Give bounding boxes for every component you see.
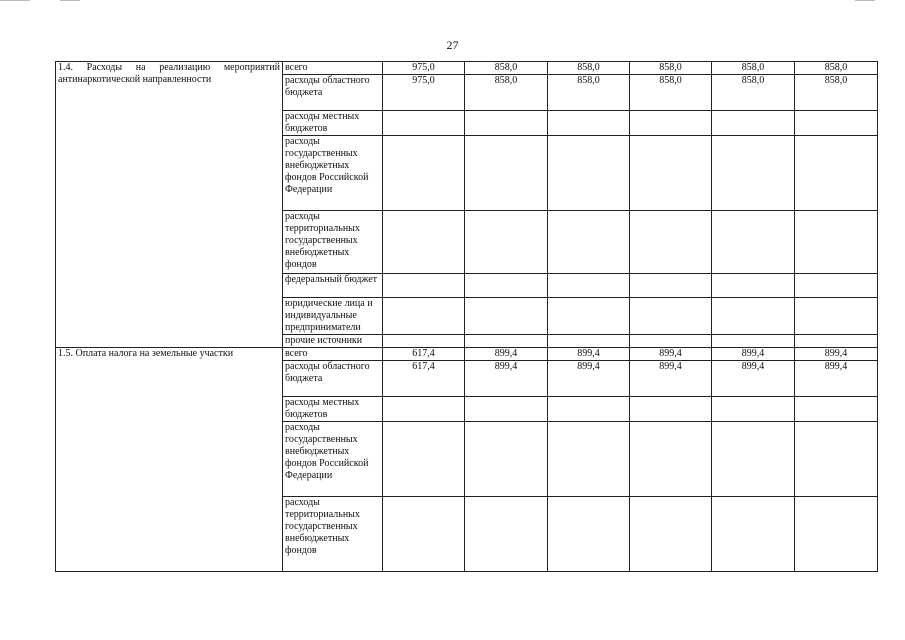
amount-cell (548, 335, 630, 348)
amount-cell (548, 397, 630, 422)
amount-cell (383, 422, 465, 497)
amount-cell: 858,0 (795, 62, 878, 75)
amount-cell (465, 111, 548, 136)
amount-cell (630, 497, 712, 572)
amount-cell (465, 422, 548, 497)
amount-cell (383, 497, 465, 572)
amount-cell (465, 136, 548, 211)
amount-cell (465, 274, 548, 298)
amount-cell (465, 497, 548, 572)
amount-cell (548, 422, 630, 497)
amount-cell (712, 497, 795, 572)
amount-cell (712, 211, 795, 274)
amount-cell: 617,4 (383, 348, 465, 361)
amount-cell: 899,4 (465, 348, 548, 361)
budget-table (55, 61, 878, 572)
amount-cell (795, 497, 878, 572)
amount-cell (630, 111, 712, 136)
amount-cell: 899,4 (795, 348, 878, 361)
amount-cell (630, 211, 712, 274)
amount-cell (383, 335, 465, 348)
amount-cell (795, 211, 878, 274)
amount-cell (630, 422, 712, 497)
table-row (56, 62, 878, 75)
amount-cell (383, 111, 465, 136)
scan-edge-mark (0, 0, 30, 1)
amount-cell (795, 397, 878, 422)
amount-cell (712, 274, 795, 298)
funding-source: расходы территориальных государственных внебюджетных фондов (283, 497, 383, 572)
amount-cell (712, 136, 795, 211)
amount-cell: 899,4 (712, 361, 795, 397)
amount-cell (465, 211, 548, 274)
funding-source: федеральный бюджет (283, 274, 383, 298)
funding-source: расходы областного бюджета (283, 361, 383, 397)
amount-cell (548, 298, 630, 335)
amount-cell (795, 274, 878, 298)
amount-cell: 858,0 (712, 62, 795, 75)
amount-cell: 858,0 (795, 75, 878, 111)
amount-cell (712, 298, 795, 335)
amount-cell (795, 298, 878, 335)
amount-cell (712, 422, 795, 497)
amount-cell (465, 397, 548, 422)
amount-cell: 858,0 (712, 75, 795, 111)
amount-cell (383, 274, 465, 298)
amount-cell: 899,4 (548, 361, 630, 397)
amount-cell (795, 111, 878, 136)
amount-cell (465, 335, 548, 348)
amount-cell: 858,0 (630, 62, 712, 75)
funding-source: расходы местных бюджетов (283, 397, 383, 422)
amount-cell: 858,0 (465, 75, 548, 111)
amount-cell: 899,4 (630, 348, 712, 361)
amount-cell: 858,0 (548, 75, 630, 111)
amount-cell: 858,0 (630, 75, 712, 111)
amount-cell: 858,0 (548, 62, 630, 75)
amount-cell (630, 274, 712, 298)
amount-cell: 899,4 (795, 361, 878, 397)
funding-source: расходы областного бюджета (283, 75, 383, 111)
amount-cell (383, 211, 465, 274)
amount-cell (548, 136, 630, 211)
amount-cell (712, 111, 795, 136)
funding-source: всего (283, 62, 383, 75)
amount-cell (630, 335, 712, 348)
funding-source: прочие источники (283, 335, 383, 348)
scan-edge-mark (60, 0, 80, 1)
amount-cell (712, 397, 795, 422)
amount-cell (795, 335, 878, 348)
amount-cell: 899,4 (465, 361, 548, 397)
table-row (56, 348, 878, 361)
funding-source: расходы государственных внебюджетных фондов Российской Федерации (283, 136, 383, 211)
amount-cell: 975,0 (383, 62, 465, 75)
amount-cell (383, 298, 465, 335)
amount-cell (548, 111, 630, 136)
section-title: 1.5. Оплата налога на земельные участки (56, 348, 283, 572)
amount-cell: 858,0 (465, 62, 548, 75)
amount-cell: 617,4 (383, 361, 465, 397)
funding-source: юридические лица и индивидуальные предприниматели (283, 298, 383, 335)
amount-cell (630, 136, 712, 211)
funding-source: расходы территориальных государственных внебюджетных фондов (283, 211, 383, 274)
page-number: 27 (446, 38, 459, 52)
funding-source: расходы государственных внебюджетных фондов Российской Федерации (283, 422, 383, 497)
amount-cell (630, 397, 712, 422)
amount-cell (383, 136, 465, 211)
funding-source: расходы местных бюджетов (283, 111, 383, 136)
amount-cell: 899,4 (712, 348, 795, 361)
amount-cell: 899,4 (630, 361, 712, 397)
amount-cell (630, 298, 712, 335)
section-title: 1.4. Расходы на реализацию мероприятий антинаркотической направленности (56, 62, 283, 348)
amount-cell (795, 136, 878, 211)
amount-cell (548, 497, 630, 572)
amount-cell: 975,0 (383, 75, 465, 111)
amount-cell (712, 335, 795, 348)
funding-source: всего (283, 348, 383, 361)
amount-cell (548, 211, 630, 274)
amount-cell (795, 422, 878, 497)
amount-cell: 899,4 (548, 348, 630, 361)
amount-cell (465, 298, 548, 335)
scan-edge-mark (855, 0, 875, 1)
amount-cell (383, 397, 465, 422)
amount-cell (548, 274, 630, 298)
